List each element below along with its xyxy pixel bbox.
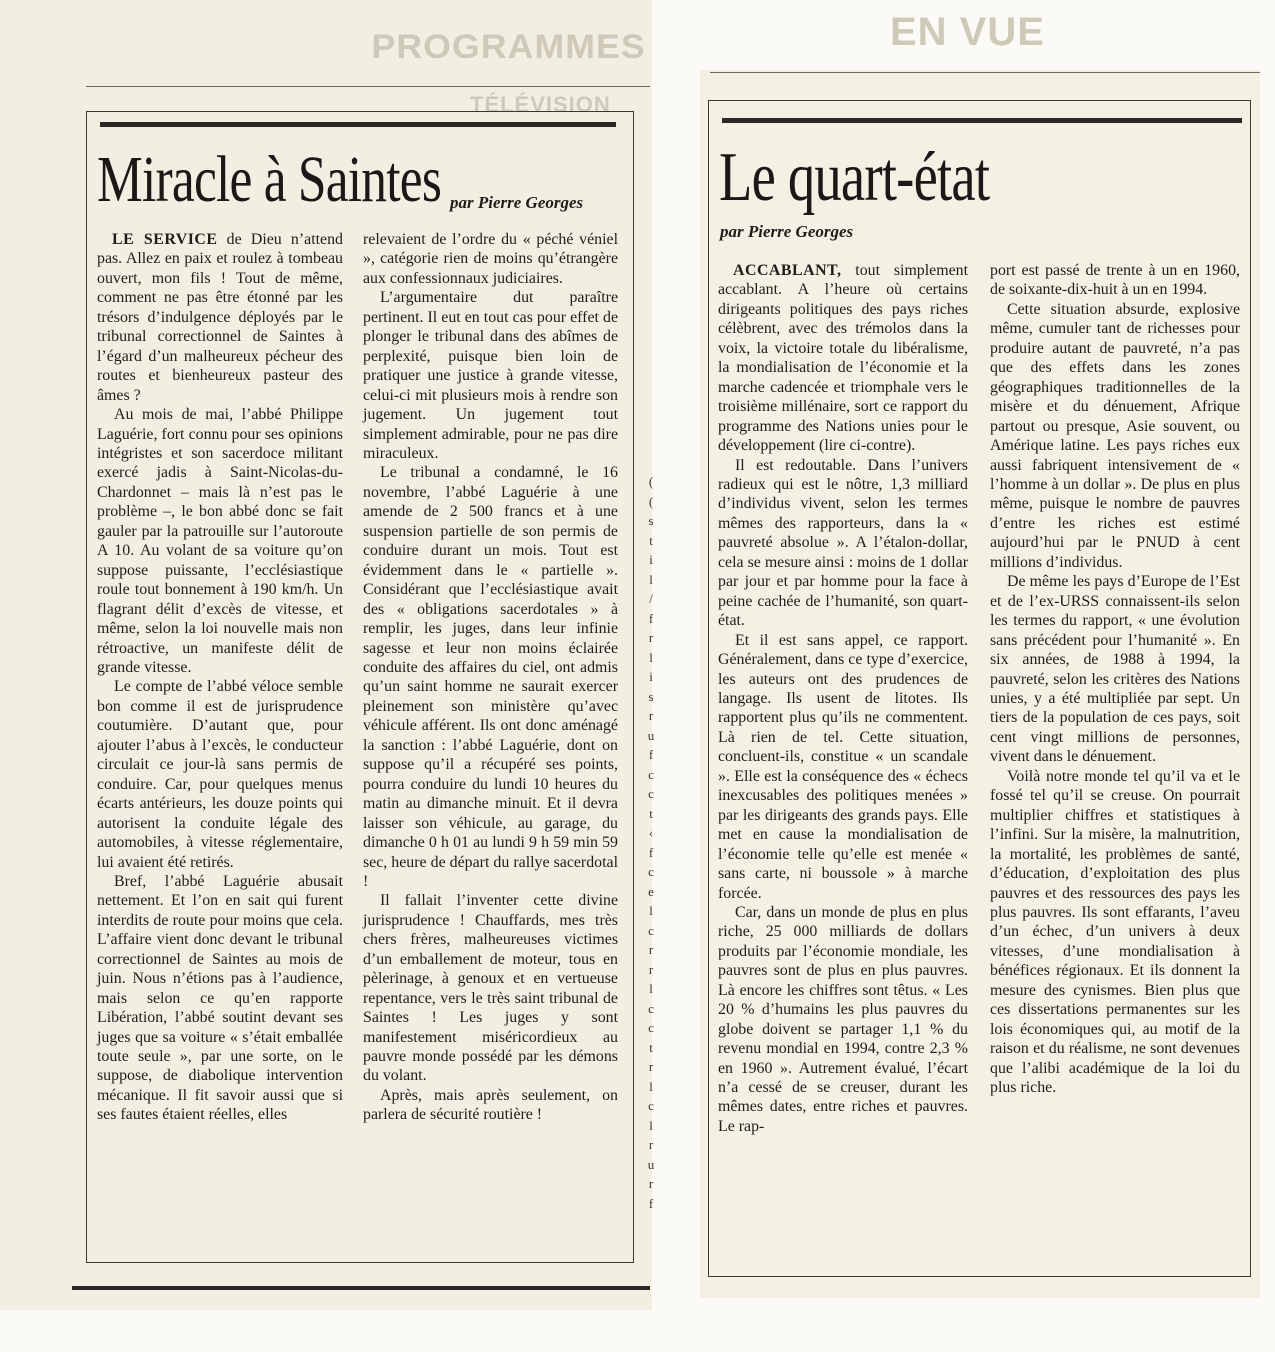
fragment-glyph: r [648, 708, 654, 723]
fragment-glyph: r [648, 1059, 654, 1074]
fragment-glyph: ( [648, 493, 654, 509]
article-column-2 [990, 261, 1240, 1097]
title-rule [722, 118, 1242, 123]
left-clipping [0, 0, 652, 1310]
article-byline: par Pierre Georges [450, 193, 584, 212]
paragraph: Cette situation absurde, explosive même, cumuler tant de richesses pour produire autant de pauvreté, n’a pas que des effets dans les zones géographiques traditionnelles de la misère et du dénuement, Afrique partout ou presque, Asie souvent, ou Amérique latine. Les pays riches eux aussi fabriquent intensivement de « l’homme à un dollar ». De plus en plus même, puisque le nombre de pauvres d’entre les riches est estimé aujourd’hui par le PNUD à cent millions d’individus. [990, 300, 1240, 571]
lead-in: LE SERVICE [112, 231, 218, 248]
paragraph: Et il est sans appel, ce rapport. Généralement, dans ce type d’exercice, les auteurs ont des prudences de langage. Ils usent de litotes. Ils rapportent plus qu’ils ne commentent. Là rien de tel. Cette situation, concluent-ils, constitue « un scandale ». Elle est la conséquence des « échecs inexcusables des politiques menées » par les dirigeants des grands pays. Elle met en cause la mondialisation de l’économie telle qu’elle est menée « sans carte, ni boussole » à marche forcée. [718, 631, 968, 902]
lead-in: ACCABLANT, [733, 262, 842, 279]
fragment-glyph: l [649, 649, 653, 665]
paragraph: Au mois de mai, l’abbé Philippe Laguérie, fort connu pour ses opinions intégristes et son sacerdoce militant exercé jadis à Saint-Nicolas-du-Chardonnet – mais là n’est pas le problème –, le bon abbé donc se fait gauler par la patrouille sur l’autoroute A 10. Au volant de sa voiture qu’on suppose puissante, l’ecclésiastique roule tout bonnement à 190 km/h. Un flagrant délit d’excès de vitesse, et même, selon la loi nouvelle mais non rétroactive, un manifeste délit de grande vitesse. [97, 406, 343, 676]
fragment-glyph: c [648, 864, 654, 879]
fragment-glyph: / [649, 591, 653, 606]
paragraph: LE SERVICE de Dieu n’attend pas. Allez en paix et roulez à tombeau ouvert, mon fils ! Tout de même, comment ne pas être étonné par les trésors d’indulgence déployés par le tribunal correctionnel de Saintes à l’égard d’un malheureux pécheur des routes et bienheureux pasteur des âmes ? [97, 231, 343, 404]
right-clipping [700, 10, 1260, 1298]
paragraph: port est passé de trente à un en 1960, de soixante-dix-huit à un en 1994. [990, 262, 1240, 299]
top-rule [710, 72, 1260, 73]
fragment-glyph: i [649, 552, 653, 567]
article-column-1 [97, 230, 343, 1125]
fragment-glyph: r [648, 1137, 654, 1152]
fragment-glyph: t [649, 805, 653, 821]
fragment-glyph: t [649, 532, 653, 548]
article-column-2 [363, 230, 618, 1125]
fragment-glyph: f [648, 747, 654, 762]
paragraph: Car, dans un monde de plus en plus riche, 25 000 milliards de dollars produits par l’économie mondiale, les pauvres sont de plus en plus pauvres. Là encore les chiffres sont têtus. « Les 20 % d’humains les plus pauvres du globe doivent se partager 1,1 % du revenu mondial en 1994, contre 2,3 % en 1960 ». Autrement évalué, l’écart n’a cessé de se creuser, durant les mêmes dates, entre riches et pauvres. Le rap- [718, 903, 968, 1135]
fragment-glyph: u [647, 1156, 655, 1172]
paragraph: Après, mais après seulement, on parlera de sécurité routière ! [363, 1086, 618, 1124]
fragment-glyph: i [649, 669, 653, 684]
article-title: Miracle à Saintes [97, 143, 442, 216]
fragment-glyph: s [648, 688, 654, 704]
adjacent-column-fragments [644, 472, 658, 1213]
fragment-glyph: c [648, 766, 654, 782]
article-column-1 [718, 261, 968, 1136]
ghost-section-header-2: TÉLÉVISION [470, 92, 611, 117]
paragraph: L’argumentaire dut paraître pertinent. Il eut en tout cas pour effet de plonger le tribunal dans des abîmes de perplexité, puisque bien loin de pratiquer une justice à grande vitesse, celui-ci mit plusieurs mois à rendre son jugement. Un jugement tout simplement admirable, pour ne pas dire miraculeux. [363, 289, 618, 462]
fragment-glyph: c [648, 1098, 654, 1113]
paragraph: Il fallait l’inventer cette divine jurisprudence ! Chauffards, mes très chers frères, malheureuses victimes d’un emballement de moteur, tous en pèlerinage, à genoux et en vertueuse repentance, vers le très saint tribunal de Saintes ! Les juges y sont manifestement miséricordieux au pauvre monde possédé par les démons du volant. [363, 892, 618, 1085]
fragment-glyph: u [647, 727, 655, 743]
fragment-glyph: l [649, 571, 653, 587]
fragment-glyph: l [649, 981, 653, 996]
fragment-glyph: f [648, 1195, 654, 1211]
fragment-glyph: ‹ [648, 825, 654, 840]
fragment-glyph: e [648, 883, 654, 899]
paragraph: Il est redoutable. Dans l’univers radieux qui est le nôtre, 1,3 milliard d’individus vivent, selon les termes mêmes des rapporteurs, dans la « pauvreté absolue ». A l’étalon-dollar, cela se mesure ainsi : moins de 1 dollar par jour et par homme pour la face à peine cachée de l’humanité, son quart-état. [718, 456, 968, 630]
fragment-glyph: l [649, 1078, 653, 1094]
fragment-glyph: r [648, 1176, 654, 1191]
fragment-glyph: s [648, 513, 654, 528]
fragment-glyph: c [648, 922, 654, 938]
fragment-glyph: r [648, 942, 654, 957]
fragment-glyph: ( [648, 474, 654, 489]
fragment-glyph: l [649, 903, 653, 918]
paragraph: ACCABLANT, tout simplement accablant. A l’heure où certains dirigeants politiques des pays riches célèbrent, avec des trémolos dans la voix, la victoire totale du libéralisme, la mondialisation de l’économie et la marche cadencée et triomphale vers le troisième millénaire, sort ce rapport du programme des Nations unies pour le développement (lire ci-contre). [718, 262, 968, 455]
paragraph: Le compte de l’abbé véloce semble bon comme il est de jurisprudence coutumière. D’autant que, pour ajouter l’abus à l’excès, le conducteur circulait ce jour-là sans permis de conduire. Car, pour quelques menus écarts antérieurs, les douze points qui autorisent la conduite légale des automobiles, à vitesse réglementaire, lui avaient été retirés. [97, 678, 343, 871]
paragraph: De même les pays d’Europe de l’Est et de l’ex-URSS connaissent-ils selon les termes du rapport, « une évolution sans précédent pour l’humanité ». En six années, de 1988 à 1994, la pauvreté, selon les critères des Nations unies, y a été multipliée par sept. Un tiers de la population de ces pays, soit cent vingt millions de personnes, vivent dans le dénuement. [990, 573, 1240, 766]
ghost-section-header: EN VUE [890, 10, 1045, 54]
paragraph: Voilà notre monde tel qu’il va et le fossé tel qu’il se creuse. On pourrait multiplier chiffres et statistiques à l’infini. Sur la misère, la malnutrition, la mortalité, les problèmes de santé, d’éducation, d’exploitation des plus pauvres et des ressources des pays les plus pauvres. Ils sont effarants, l’aveu d’un échec, d’un univers à deux vitesses, d’une mondialisation à bénéfices régionaux. Et ils donnent la mesure des cynismes. Bien plus que ces dissertations permanentes sur les lois économiques qui, au motif de la raison et du réalisme, ne sont devenues que l’alibi académique de la loi du plus riche. [990, 767, 1240, 1097]
title-rule [100, 122, 616, 127]
fragment-glyph: c [648, 1000, 654, 1016]
fragment-glyph: r [648, 961, 654, 977]
top-rule [86, 86, 650, 87]
fragment-glyph: t [649, 1039, 653, 1055]
fragment-glyph: f [648, 610, 654, 626]
article-title: Le quart-état [719, 139, 990, 216]
fragment-glyph: l [649, 1117, 653, 1133]
bottom-rule [72, 1286, 650, 1290]
fragment-glyph: f [648, 844, 654, 860]
ghost-section-header: PROGRAMMES [371, 28, 646, 66]
paragraph: Le tribunal a condamné, le 16 novembre, l’abbé Laguérie à une amende de 2 500 francs et à une suspension partielle de son permis de conduire durant un mois. Tout est évidemment dans le « partielle ». Considérant que l’ecclésiastique avait des « obligations sacerdotales » à remplir, les juges, dans leur infinie sagesse et leur non moins éclairée conduite des affaires du ciel, ont admis qu’un saint homme ne saurait exercer pleinement son ministère qu’avec véhicule afférent. Ils ont donc aménagé la sanction : l’abbé Laguérie, dont on suppose qu’il a récupéré ses points, pourra conduire du lundi 10 heures du matin au dimanche minuit. Et il devra laisser son véhicule, au garage, du dimanche 0 h 01 au lundi 9 h 59 min 59 sec, heure de départ du rallye sacerdotal ! [363, 464, 618, 890]
article-byline: par Pierre Georges [720, 222, 854, 241]
fragment-glyph: r [648, 630, 654, 645]
fragment-glyph: c [648, 786, 654, 801]
paragraph: relevaient de l’ordre du « péché véniel », catégorie rien de moins qu’étrangère aux confessionnaux judiciaires. [363, 231, 618, 287]
fragment-glyph: c [648, 1020, 654, 1035]
paragraph: Bref, l’abbé Laguérie abusait nettement. Et l’on en sait qui furent interdits de route pour moins que cela. L’affaire vient donc devant le tribunal correctionnel de Saintes au mois de juin. Nous n’étions pas à l’audience, mais selon ce qu’en rapporte Libération, l’abbé soutint devant ses juges que sa voiture « s’était emballée toute seule », par une sorte, on le suppose, de diabolique intervention mécanique. Il fit savoir aussi que si ses fautes étaient réelles, elles [97, 872, 343, 1124]
